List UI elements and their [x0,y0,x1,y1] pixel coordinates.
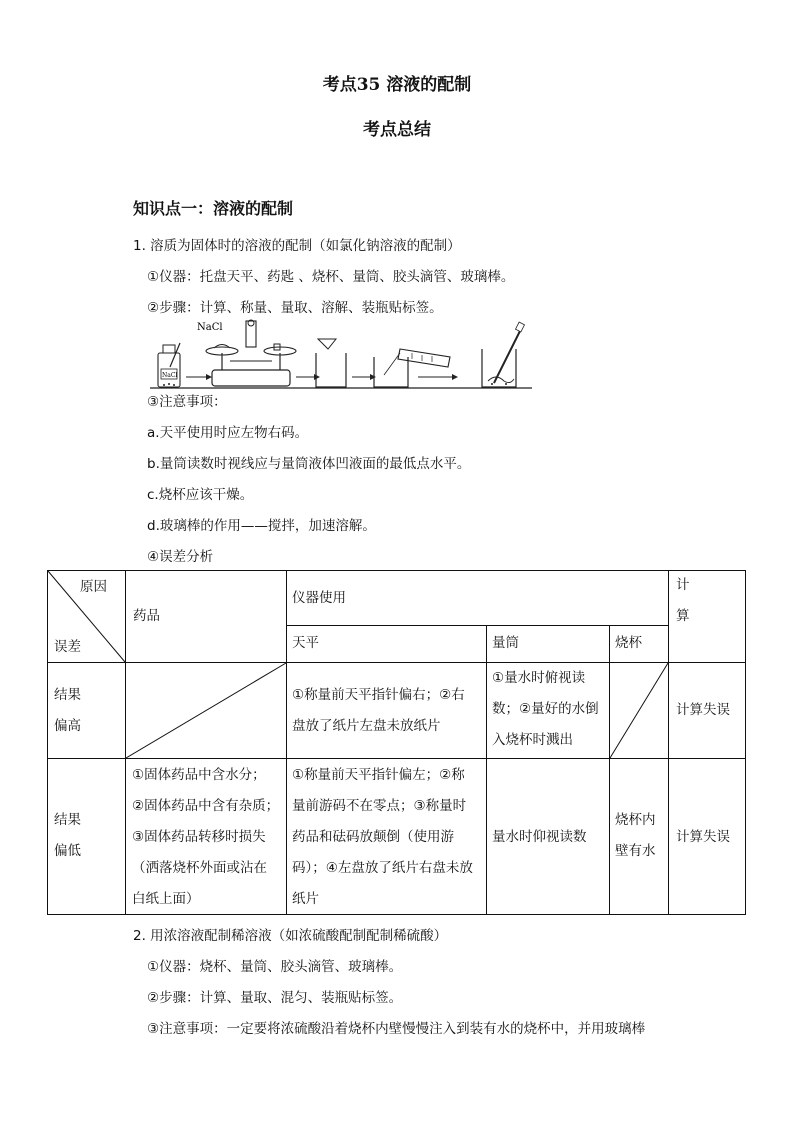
row-low-reagent-4: （洒落烧杯外面或沾在 [132,860,267,876]
row-low-balance-5: 纸片 [292,891,319,907]
note-d: d.玻璃棒的作用——搅拌，加速溶解。 [147,518,376,534]
row-high-cylinder-2: 数；②量好的水倒 [492,701,599,717]
row-low-calc: 计算失误 [676,829,730,845]
page-title: 考点35 溶液的配制 [322,75,472,95]
note-c: c.烧杯应该干燥。 [147,487,254,503]
page-subtitle: 考点总结 [363,120,431,140]
bottle-label: NaCl [162,372,178,379]
table-header-reagent: 药品 [133,608,160,624]
row-low-reagent-5: 白纸上面） [132,891,200,907]
row-high-balance-1: ①称量前天平指针偏右；②右 [292,687,465,703]
table-subheader-cylinder: 量筒 [492,635,519,651]
balance-label: NaCl [197,322,223,333]
section-heading: 知识点一：溶液的配制 [133,199,294,218]
row-high-label-1: 结果 [54,687,81,703]
item1-instruments: ①仪器：托盘天平、药匙 、烧杯、量筒、胶头滴管、玻璃棒。 [147,269,515,285]
row-low-balance-1: ①称量前天平指针偏左；②称 [292,767,465,783]
row-low-reagent-2: ②固体药品中含有杂质； [132,798,280,814]
item2-instruments: ①仪器：烧杯、量筒、胶头滴管、玻璃棒。 [147,959,403,975]
table-header-instrument: 仪器使用 [292,590,346,606]
row-high-balance-2: 盘放了纸片左盘未放纸片 [292,718,441,734]
table-header-calc-2: 算 [676,608,690,624]
row-high-cylinder-1: ①量水时俯视读 [492,670,586,686]
table-subheader-beaker: 烧杯 [615,635,642,651]
row-low-beaker-1: 烧杯内 [615,812,656,828]
row-high-calc: 计算失误 [676,702,730,718]
table-corner-top: 原因 [80,579,107,595]
row-high-cylinder-3: 入烧杯时溅出 [492,732,573,748]
row-high-label-2: 偏高 [54,718,81,734]
beaker-high-diagonal [610,663,668,758]
row-low-balance-2: 量前游码不在零点；③称量时 [292,798,467,814]
row-low-reagent-3: ③固体药品转移时损失 [132,829,266,845]
item2-notes: ③注意事项：一定要将浓硫酸沿着烧杯内壁慢慢注入到装有水的烧杯中，并用玻璃棒 [147,1021,646,1037]
row-low-reagent-1: ①固体药品中含水分； [132,767,266,783]
table-subheader-balance: 天平 [292,635,319,651]
item1-title: 1. 溶质为固体时的溶液的配制（如氯化钠溶液的配制） [133,238,461,254]
table-header-calc-1: 计 [676,577,690,593]
note-b: b.量筒读数时视线应与量筒液体凹液面的最低点水平。 [147,456,471,472]
row-low-label-2: 偏低 [54,843,81,859]
analysis-title: ④误差分析 [147,549,214,565]
table-corner-bottom: 误差 [54,639,81,655]
notes-title: ③注意事项： [147,394,227,410]
row-low-balance-4: 码）；④左盘放了纸片右盘未放 [292,860,473,876]
item1-steps: ②步骤：计算、称量、量取、溶解、装瓶贴标签。 [147,300,443,316]
item2-title: 2. 用浓溶液配制稀溶液（如浓硫酸配制配制稀硫酸） [133,928,448,944]
row-low-beaker-2: 壁有水 [615,843,656,859]
reagent-high-diagonal [126,663,286,758]
note-a: a.天平使用时应左物右码。 [147,425,309,441]
row-low-label-1: 结果 [54,812,81,828]
row-low-balance-3: 药品和砝码放颠倒（使用游 [292,829,454,845]
row-low-cylinder: 量水时仰视读数 [492,829,587,845]
item2-steps: ②步骤：计算、量取、混匀、装瓶贴标签。 [147,990,403,1006]
